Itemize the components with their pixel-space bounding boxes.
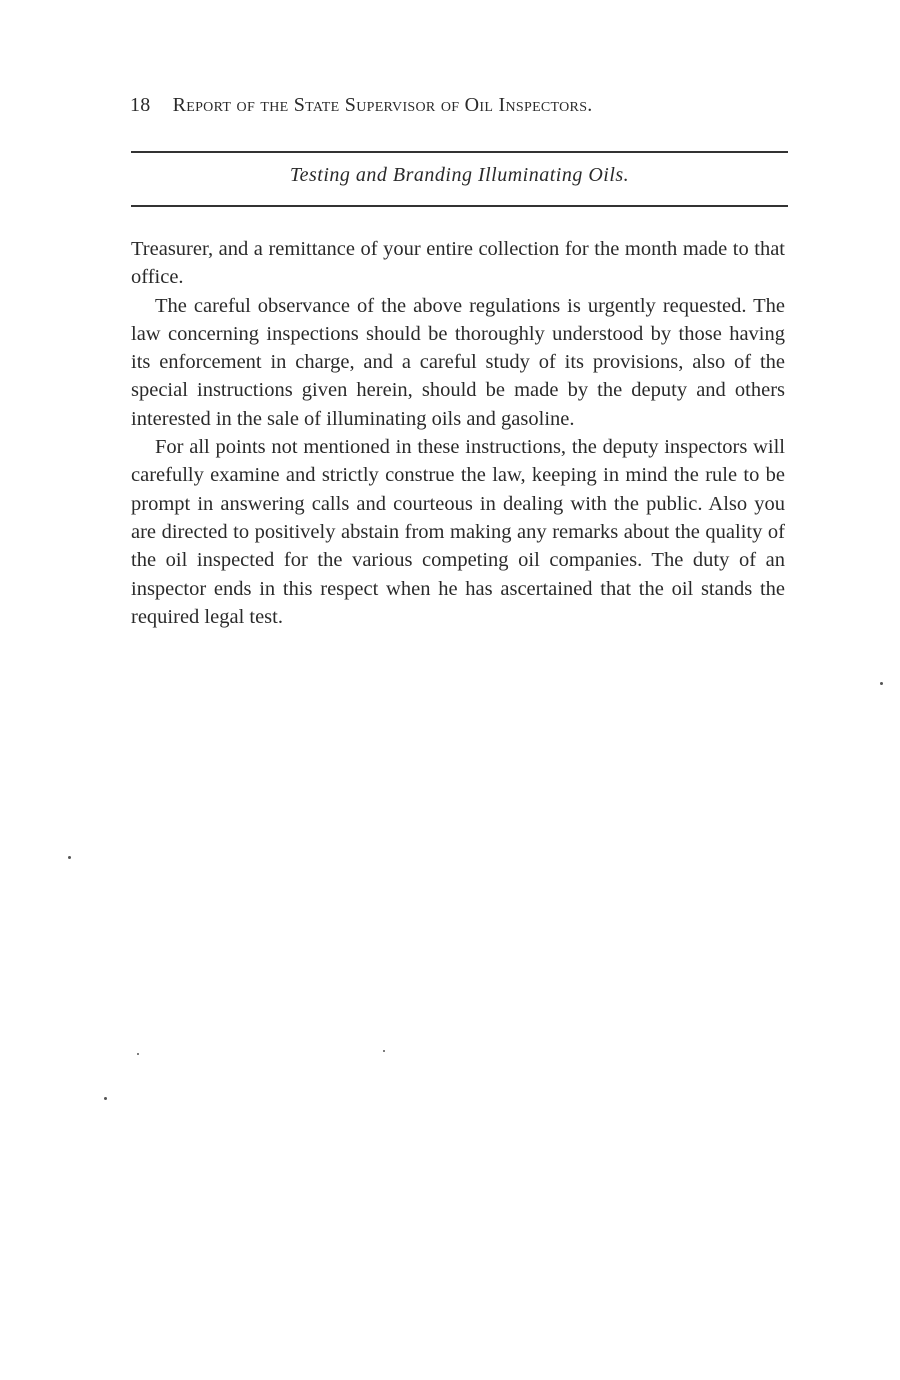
bottom-rule [131, 205, 788, 207]
running-header [130, 94, 790, 117]
paragraph-continuation: Treasurer, and a remittance of your entire collection for the month made to that office. [131, 238, 785, 289]
scan-speck [137, 1053, 139, 1055]
page-number: 18 [130, 94, 151, 116]
running-title: Report of the State Supervisor of Oil Inspectors. [172, 94, 593, 116]
scan-speck [68, 856, 71, 859]
top-rule [131, 151, 788, 153]
scan-speck [383, 1050, 385, 1052]
section-title: Testing and Branding Illuminating Oils. [289, 164, 630, 186]
scan-speck [880, 682, 883, 685]
body-text [131, 235, 785, 631]
paragraph-regulations: The careful observance of the above regulations is urgently requested. The law concerning inspections should be thoroughly understood by those having its enforcement in charge, and a careful study of its provisions, also of the special instructions given herein, should be made by the deputy and others interested in the sale of illuminating oils and gasoline. [131, 294, 785, 430]
scan-speck [104, 1097, 107, 1100]
paragraph-instructions: For all points not mentioned in these instructions, the deputy inspectors will carefully examine and strictly construe the law, keeping in mind the rule to be prompt in answering calls and courteous in dealing with the public. Also you are directed to positively abstain from making any remarks about the quality of the oil inspected for the various competing oil companies. The duty of an inspector ends in this respect when he has ascertained that the oil stands the required legal test. [131, 436, 785, 628]
